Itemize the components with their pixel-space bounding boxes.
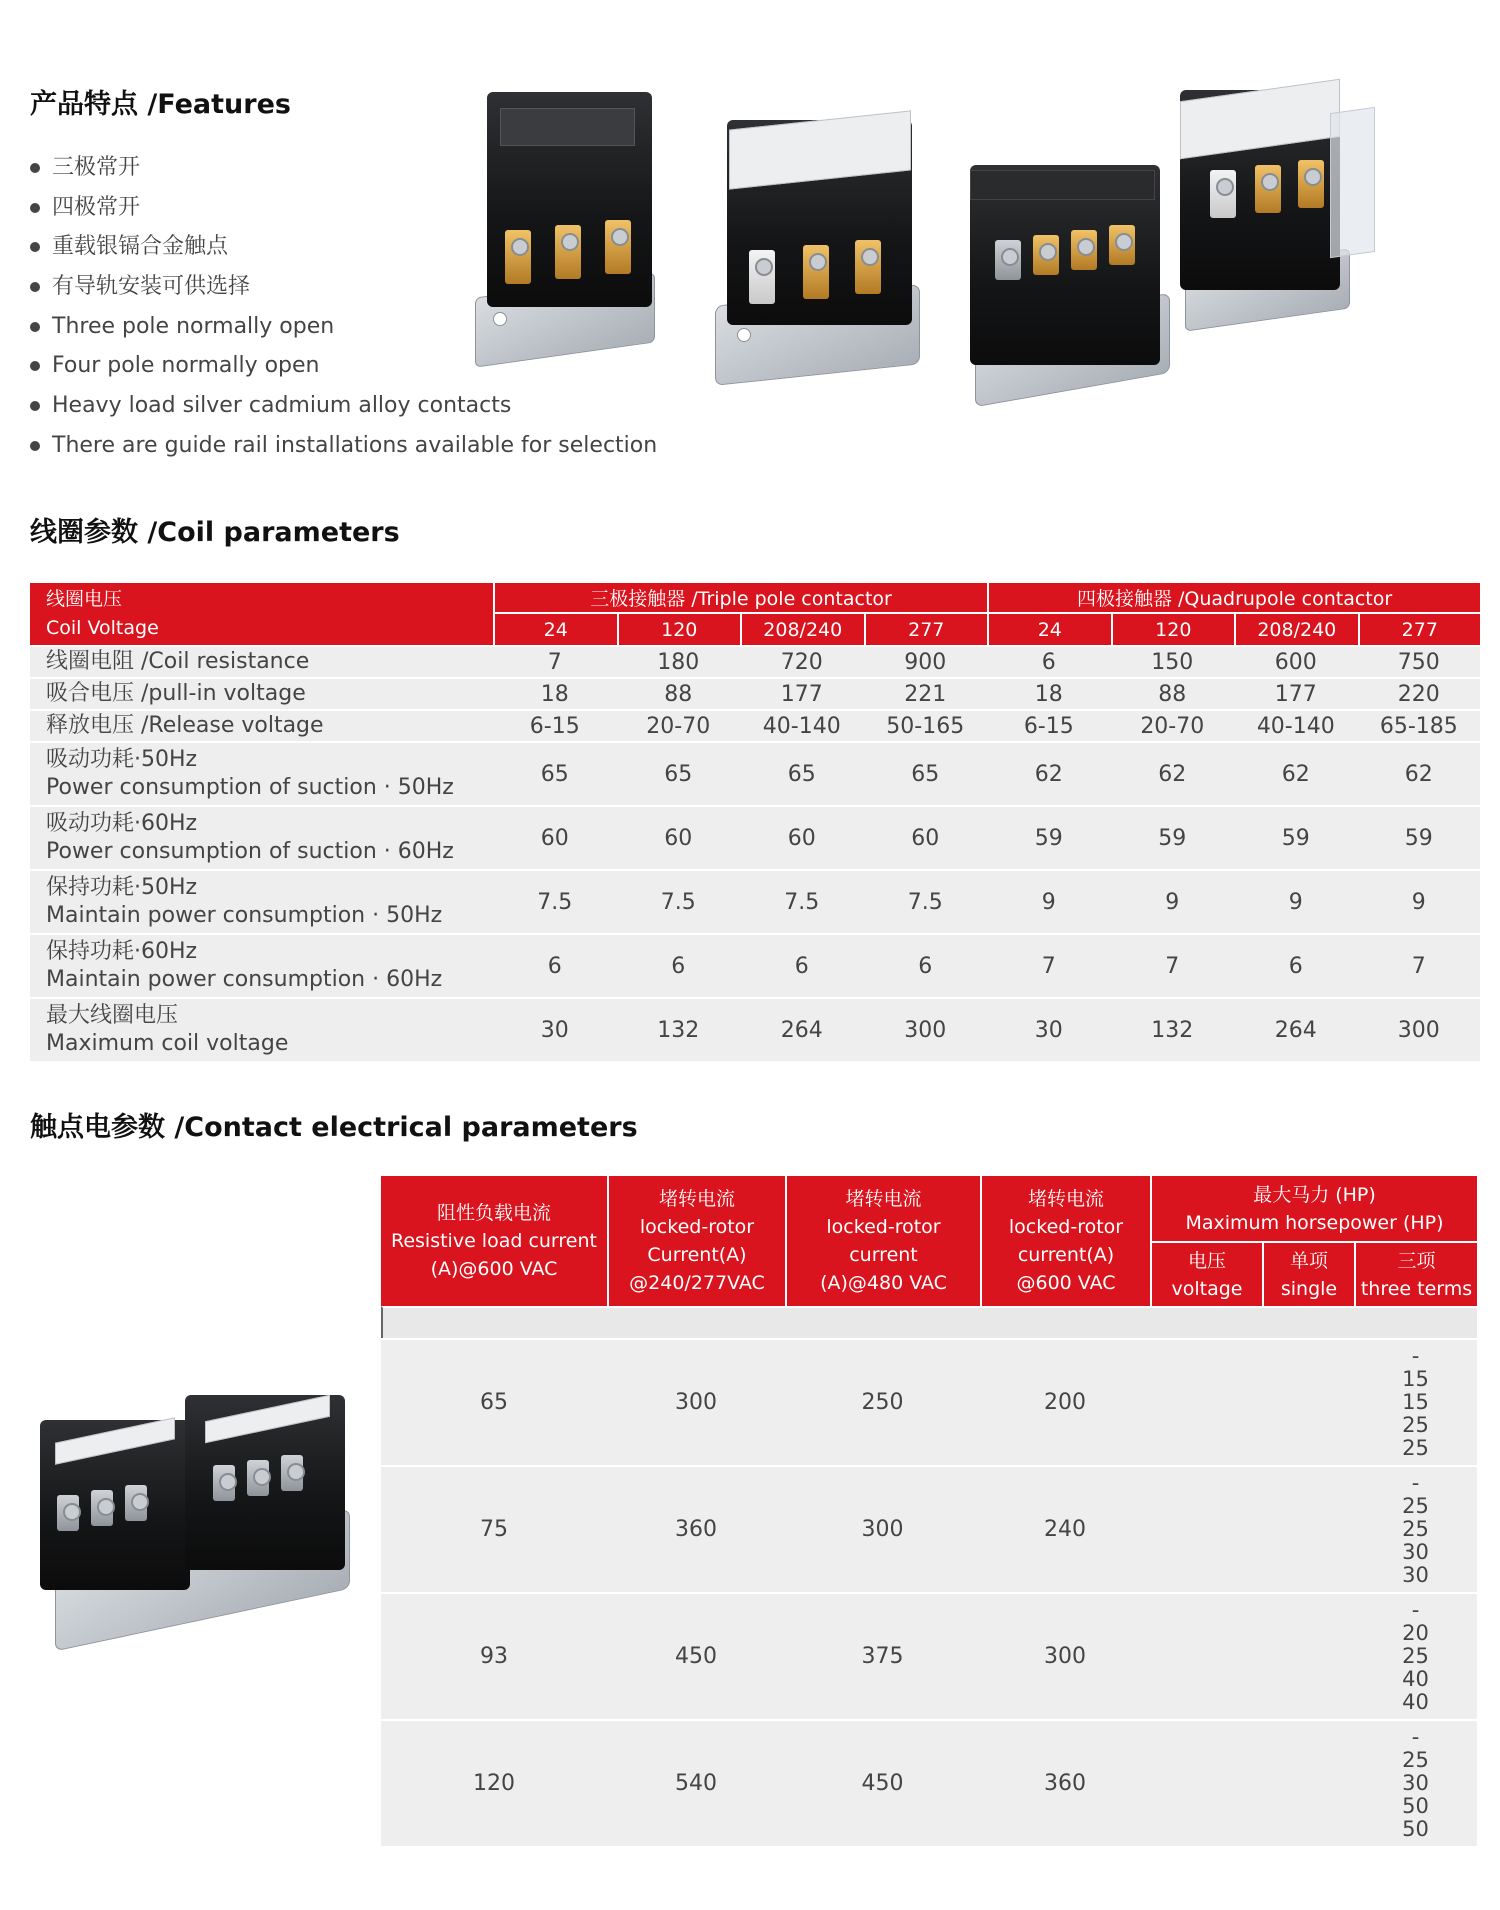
row-label-line: 吸合电压 /pull-in voltage: [46, 681, 306, 706]
three-terms-value: 25: [1402, 1413, 1429, 1437]
table-cell: 7: [493, 645, 617, 677]
row-label: [30, 741, 493, 805]
table-cell: 375: [785, 1592, 980, 1719]
table-row: [381, 1338, 1477, 1465]
table-cell: 6: [617, 933, 741, 997]
table-cell: [1150, 1592, 1262, 1719]
row-label-line: Maintain power consumption · 50Hz: [46, 903, 443, 928]
max-horsepower-header: [1150, 1176, 1477, 1241]
header-line: (A)@600 VAC: [430, 1258, 558, 1280]
feature-item: [30, 386, 657, 426]
table-cell: 6-15: [987, 709, 1111, 741]
header-line: current(A): [1017, 1244, 1115, 1266]
table-cell: 6-15: [493, 709, 617, 741]
table-cell: 750: [1358, 645, 1481, 677]
table-cell: 88: [617, 677, 741, 709]
table-cell: 75: [381, 1465, 607, 1592]
three-terms-value: 30: [1402, 1540, 1429, 1564]
row-label-line: 吸动功耗·50Hz: [46, 747, 198, 772]
table-cell: 132: [617, 997, 741, 1061]
feature-text: 三极常开: [52, 155, 141, 180]
three-terms-value: 25: [1402, 1517, 1429, 1541]
header-line: locked-rotor: [826, 1216, 941, 1238]
table-cell: 62: [1111, 741, 1235, 805]
table-cell: 9: [1358, 869, 1481, 933]
table-cell: [1262, 1592, 1354, 1719]
locked-rotor-600-header: [980, 1176, 1150, 1306]
table-cell: 150: [1111, 645, 1235, 677]
table-cell: 59: [1234, 805, 1358, 869]
table-cell: 6: [740, 933, 864, 997]
feature-text: 有导轨安装可供选择: [52, 274, 251, 300]
coil-title: 线圈参数 /Coil parameters: [30, 517, 400, 548]
table-spacer-row: [381, 1306, 1477, 1338]
hp-single-header: [1262, 1241, 1354, 1306]
table-row: [30, 805, 1480, 869]
three-terms-value: 30: [1402, 1771, 1429, 1795]
voltage-header: 24: [987, 614, 1111, 645]
feature-text: Four pole normally open: [52, 353, 320, 379]
three-terms-value: 30: [1402, 1563, 1429, 1587]
table-cell: 65: [617, 741, 741, 805]
table-cell: 450: [607, 1592, 785, 1719]
table-row: [30, 741, 1480, 805]
table-cell: 60: [617, 805, 741, 869]
row-label-line: 最大线圈电压: [46, 1003, 179, 1028]
table-cell: 88: [1111, 677, 1235, 709]
row-label: [30, 709, 493, 741]
voltage-header: 277: [1358, 614, 1481, 645]
table-cell: 220: [1358, 677, 1481, 709]
three-terms-value: 25: [1402, 1436, 1429, 1460]
table-cell: 264: [740, 997, 864, 1061]
table-cell: 240: [980, 1465, 1150, 1592]
coil-voltage-header-en: Coil Voltage: [46, 617, 159, 639]
table-cell: 20-70: [1111, 709, 1235, 741]
three-terms-cell: [1354, 1592, 1477, 1719]
table-cell: 18: [987, 677, 1111, 709]
three-terms-value: 50: [1402, 1817, 1429, 1841]
table-cell: 6: [864, 933, 988, 997]
product-image-three-pole-labeled: [715, 100, 925, 390]
row-label-line: 释放电压 /Release voltage: [46, 713, 324, 738]
three-terms-value: -: [1411, 1344, 1420, 1368]
row-label-line: 线圈电阻 /Coil resistance: [46, 649, 310, 674]
header-line: @240/277VAC: [629, 1272, 765, 1294]
three-terms-value: 20: [1402, 1621, 1429, 1645]
table-cell: 50-165: [864, 709, 988, 741]
coil-voltage-header: [30, 583, 493, 645]
three-terms-value: 25: [1402, 1748, 1429, 1772]
table-cell: 59: [1111, 805, 1235, 869]
bullet-icon: [30, 322, 40, 332]
header-line: single: [1280, 1277, 1338, 1300]
row-label: [30, 645, 493, 677]
table-cell: 18: [493, 677, 617, 709]
header-line: Maximum horsepower (HP): [1185, 1211, 1444, 1234]
three-terms-value: 25: [1402, 1494, 1429, 1518]
table-row: [381, 1465, 1477, 1592]
feature-text: 四极常开: [52, 194, 141, 220]
table-cell: 9: [987, 869, 1111, 933]
table-row: [30, 709, 1480, 741]
table-cell: 6: [1234, 933, 1358, 997]
three-terms-value: -: [1411, 1598, 1420, 1622]
voltage-header: 208/240: [1234, 614, 1358, 645]
table-cell: 300: [1358, 997, 1481, 1061]
table-cell: 264: [1234, 997, 1358, 1061]
table-cell: 360: [607, 1465, 785, 1592]
contact-title: 触点电参数 /Contact electrical parameters: [30, 1112, 638, 1143]
bullet-icon: [30, 163, 40, 173]
bullet-icon: [30, 282, 40, 292]
table-cell: 93: [381, 1592, 607, 1719]
table-cell: 65: [864, 741, 988, 805]
table-cell: 7: [987, 933, 1111, 997]
header-line: 阻性负载电流: [436, 1202, 551, 1224]
table-row: [381, 1719, 1477, 1846]
header-line: 最大马力 (HP): [1253, 1183, 1376, 1206]
table-cell: [1262, 1719, 1354, 1846]
table-cell: 300: [785, 1465, 980, 1592]
table-cell: 7.5: [740, 869, 864, 933]
table-row: [30, 933, 1480, 997]
row-label: [30, 933, 493, 997]
voltage-header: 208/240: [740, 614, 864, 645]
feature-text: Heavy load silver cadmium alloy contacts: [52, 393, 512, 419]
table-cell: 65: [740, 741, 864, 805]
header-line: (A)@480 VAC: [820, 1272, 947, 1294]
header-line: Resistive load current: [390, 1230, 597, 1252]
three-terms-cell: [1354, 1719, 1477, 1846]
table-cell: 7.5: [864, 869, 988, 933]
table-cell: 120: [381, 1719, 607, 1846]
table-cell: 180: [617, 645, 741, 677]
voltage-header: 120: [617, 614, 741, 645]
table-cell: [1262, 1338, 1354, 1465]
three-terms-cell: [1354, 1465, 1477, 1592]
table-cell: 6: [987, 645, 1111, 677]
table-cell: 62: [1358, 741, 1481, 805]
row-label: [30, 869, 493, 933]
row-label: [30, 997, 493, 1061]
bullet-icon: [30, 441, 40, 451]
bullet-icon: [30, 401, 40, 411]
bullet-icon: [30, 203, 40, 213]
row-label-line: 保持功耗·60Hz: [46, 939, 198, 964]
table-row: [30, 645, 1480, 677]
three-terms-value: 25: [1402, 1644, 1429, 1668]
header-line: locked-rotor: [639, 1216, 755, 1238]
table-cell: 300: [980, 1592, 1150, 1719]
three-terms-value: 40: [1402, 1690, 1429, 1714]
row-label: [30, 805, 493, 869]
table-cell: 59: [1358, 805, 1481, 869]
triple-pole-header: 三极接触器 /Triple pole contactor: [493, 583, 987, 614]
table-cell: 132: [1111, 997, 1235, 1061]
table-cell: 40-140: [740, 709, 864, 741]
table-cell: 59: [987, 805, 1111, 869]
three-terms-cell: [1354, 1338, 1477, 1465]
table-cell: 450: [785, 1719, 980, 1846]
table-cell: 9: [1234, 869, 1358, 933]
header-line: three terms: [1360, 1277, 1473, 1300]
header-line: 三项: [1397, 1249, 1436, 1272]
table-cell: 40-140: [1234, 709, 1358, 741]
table-cell: 300: [864, 997, 988, 1061]
row-label-line: Power consumption of suction · 60Hz: [46, 839, 454, 864]
header-line: current: [849, 1244, 918, 1266]
table-cell: 177: [740, 677, 864, 709]
locked-rotor-240-header: [607, 1176, 785, 1306]
product-image-with-cover: [1170, 80, 1380, 330]
row-label-line: Maintain power consumption · 60Hz: [46, 967, 443, 992]
coil-voltage-header-cn: 线圈电压: [46, 588, 123, 610]
product-image-four-pole: [965, 150, 1175, 400]
table-cell: 65: [493, 741, 617, 805]
table-cell: [1262, 1465, 1354, 1592]
table-cell: 200: [980, 1338, 1150, 1465]
header-line: 堵转电流: [1027, 1188, 1104, 1210]
table-row: [381, 1592, 1477, 1719]
table-cell: 9: [1111, 869, 1235, 933]
header-line: locked-rotor: [1008, 1216, 1124, 1238]
row-label-line: Power consumption of suction · 50Hz: [46, 775, 454, 800]
header-line: 电压: [1187, 1249, 1226, 1272]
three-terms-value: -: [1411, 1725, 1420, 1749]
row-label-line: Maximum coil voltage: [46, 1031, 289, 1056]
hp-three-header: [1354, 1241, 1477, 1306]
table-cell: 720: [740, 645, 864, 677]
table-cell: 221: [864, 677, 988, 709]
table-cell: [1150, 1719, 1262, 1846]
feature-text: There are guide rail installations available for selection: [52, 432, 658, 458]
table-cell: 62: [987, 741, 1111, 805]
table-cell: 60: [740, 805, 864, 869]
table-cell: 62: [1234, 741, 1358, 805]
features-title: 产品特点 /Features: [30, 89, 291, 120]
table-cell: 30: [987, 997, 1111, 1061]
table-cell: 360: [980, 1719, 1150, 1846]
contact-parameters-table: [381, 1176, 1477, 1846]
table-cell: 7: [1358, 933, 1481, 997]
quad-pole-header: 四极接触器 /Quadrupole contactor: [987, 583, 1480, 614]
hp-voltage-header: [1150, 1241, 1262, 1306]
table-cell: 900: [864, 645, 988, 677]
table-row: [30, 869, 1480, 933]
table-cell: [1150, 1465, 1262, 1592]
voltage-header: 120: [1111, 614, 1235, 645]
three-terms-value: -: [1411, 1471, 1420, 1495]
table-cell: 7.5: [617, 869, 741, 933]
header-line: 堵转电流: [845, 1188, 922, 1210]
table-cell: 600: [1234, 645, 1358, 677]
table-cell: 177: [1234, 677, 1358, 709]
resistive-current-header: [381, 1176, 607, 1306]
row-label-line: 保持功耗·50Hz: [46, 875, 198, 900]
three-terms-value: 15: [1402, 1367, 1429, 1391]
three-terms-value: 15: [1402, 1390, 1429, 1414]
table-cell: 300: [607, 1338, 785, 1465]
table-cell: 6: [493, 933, 617, 997]
table-cell: 65: [381, 1338, 607, 1465]
voltage-header: 277: [864, 614, 988, 645]
table-cell: 65-185: [1358, 709, 1481, 741]
feature-text: 重载银镉合金触点: [52, 234, 229, 260]
table-cell: [1150, 1338, 1262, 1465]
table-row: [30, 997, 1480, 1061]
table-cell: 250: [785, 1338, 980, 1465]
table-row: [30, 677, 1480, 709]
header-line: @600 VAC: [1016, 1272, 1116, 1294]
bullet-icon: [30, 242, 40, 252]
header-line: Current(A): [647, 1244, 747, 1266]
three-terms-value: 40: [1402, 1667, 1429, 1691]
table-cell: 60: [493, 805, 617, 869]
row-label: [30, 677, 493, 709]
feature-text: Three pole normally open: [52, 313, 335, 339]
table-cell: 30: [493, 997, 617, 1061]
table-cell: 7: [1111, 933, 1235, 997]
three-terms-value: 50: [1402, 1794, 1429, 1818]
locked-rotor-480-header: [785, 1176, 980, 1306]
table-cell: 540: [607, 1719, 785, 1846]
product-image-reversing-contactor: [35, 1390, 355, 1630]
header-line: 堵转电流: [658, 1188, 735, 1210]
table-cell: 60: [864, 805, 988, 869]
header-line: 单项: [1289, 1249, 1328, 1272]
header-line: voltage: [1171, 1277, 1243, 1300]
table-cell: 7.5: [493, 869, 617, 933]
voltage-header: 24: [493, 614, 617, 645]
feature-item: [30, 426, 657, 466]
table-cell: 20-70: [617, 709, 741, 741]
bullet-icon: [30, 361, 40, 371]
coil-parameters-table: [30, 583, 1480, 1061]
product-image-three-pole: [475, 80, 675, 370]
row-label-line: 吸动功耗·60Hz: [46, 811, 198, 836]
